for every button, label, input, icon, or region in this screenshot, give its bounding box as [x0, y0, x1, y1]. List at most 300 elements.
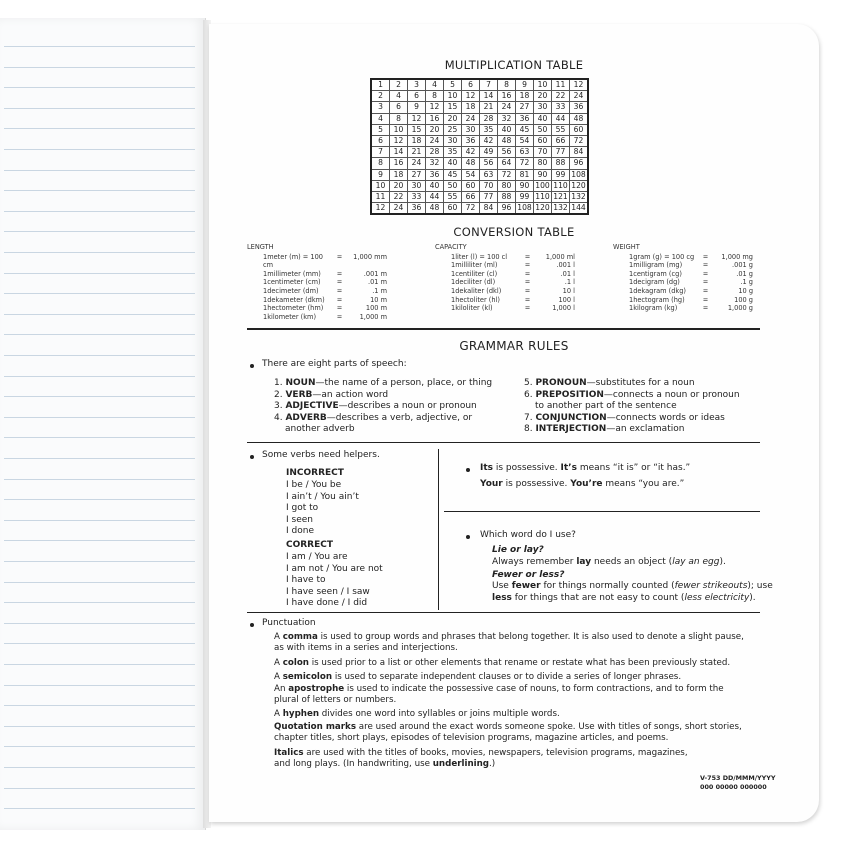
- mult-cell: 6: [390, 102, 408, 113]
- ruled-line: [4, 664, 195, 665]
- mult-cell: 16: [426, 113, 444, 124]
- conversion-cell: =: [336, 295, 343, 304]
- part-term: VERB: [285, 389, 313, 400]
- mult-cell: 63: [516, 147, 534, 158]
- mult-cell: 18: [408, 135, 426, 146]
- mult-cell: 12: [426, 102, 444, 113]
- term: Italics: [274, 747, 304, 758]
- conversion-cell: 1,000 mm: [353, 252, 387, 261]
- text: is used prior to a list or other elements that rename or restate what has been previously stated.: [308, 657, 731, 668]
- mult-cell: 84: [480, 203, 498, 215]
- length-rows: [247, 253, 387, 322]
- mult-cell: 60: [534, 135, 552, 146]
- part-of-speech: [524, 413, 740, 425]
- mult-cell: 24: [408, 158, 426, 169]
- text: ).: [749, 592, 756, 603]
- part-term: NOUN: [285, 378, 316, 388]
- ruled-line: [4, 705, 195, 706]
- conversion-cell: 10 m: [370, 295, 387, 304]
- correct-item: I am not / You are not: [286, 563, 383, 574]
- ruled-line: [4, 46, 195, 47]
- ruled-line: [4, 273, 195, 274]
- mult-cell: 8: [426, 91, 444, 102]
- fewer-less-question: Fewer or less?: [492, 570, 565, 580]
- mult-cell: 21: [408, 147, 426, 158]
- conversion-cell: 1decigram (dg): [629, 278, 680, 287]
- text: chapter titles, short plays, episodes of television programs, magazine articles, and poems.: [274, 733, 669, 744]
- mult-cell: 10: [444, 91, 462, 102]
- text: needs an object (: [591, 557, 673, 567]
- mult-cell: 108: [516, 203, 534, 215]
- part-term: ADJECTIVE: [285, 401, 339, 412]
- mult-cell: 54: [516, 135, 534, 146]
- part-number: 5.: [524, 378, 536, 388]
- mult-row: [371, 91, 588, 102]
- text: A: [274, 709, 283, 720]
- conversion-cell: 10 l: [562, 286, 575, 295]
- mult-cell: 6: [408, 91, 426, 102]
- mult-cell: 99: [552, 169, 570, 180]
- term: apostrophe: [288, 683, 345, 694]
- conversion-cell: .01 m: [367, 278, 387, 287]
- mult-cell: 12: [390, 135, 408, 146]
- ruled-line: [4, 293, 195, 294]
- mult-cell: 33: [552, 102, 570, 113]
- conversion-cell: 1dekaliter (dkl): [451, 286, 502, 295]
- correct-item: I am / You are: [286, 552, 348, 562]
- mult-cell: 40: [426, 180, 444, 191]
- conversion-row: [613, 296, 753, 305]
- part-of-speech: [524, 378, 740, 390]
- conversion-cell: .1 l: [564, 278, 575, 287]
- mult-cell: 64: [498, 158, 516, 169]
- mult-cell: 7: [480, 79, 498, 91]
- mult-cell: 16: [498, 91, 516, 102]
- mult-cell: 12: [570, 79, 589, 91]
- conversion-title: CONVERSION TABLE: [453, 225, 575, 239]
- mult-cell: 132: [552, 203, 570, 215]
- conversion-row: [613, 278, 753, 287]
- mult-row: [371, 180, 588, 191]
- mult-cell: 70: [534, 147, 552, 158]
- mult-cell: 24: [390, 203, 408, 215]
- example: lay an egg: [672, 557, 720, 567]
- ruled-line: [4, 355, 195, 356]
- mult-cell: 28: [426, 147, 444, 158]
- part-desc: —connects a noun or pronoun: [603, 389, 740, 400]
- mult-cell: 36: [516, 113, 534, 124]
- conversion-row: [435, 261, 575, 270]
- part-desc-continued: to another part of the sentence: [535, 401, 677, 412]
- mult-cell: 48: [426, 203, 444, 215]
- conversion-cell: 100 l: [558, 295, 575, 304]
- conversion-cell: 1,000 ml: [545, 252, 575, 261]
- lie-lay-answer: [492, 557, 726, 569]
- correct-list: [286, 552, 383, 610]
- conversion-cell: =: [336, 252, 343, 261]
- mult-cell: 1: [371, 79, 390, 91]
- punctuation-rules: [274, 632, 744, 770]
- mult-cell: 45: [516, 124, 534, 135]
- incorrect-item: I be / You be: [286, 480, 342, 490]
- conversion-row: [247, 296, 387, 305]
- conversion-cell: =: [524, 286, 531, 295]
- mult-cell: 48: [498, 135, 516, 146]
- mult-cell: 45: [444, 169, 462, 180]
- conversion-row: [247, 287, 387, 296]
- incorrect-list: [286, 480, 359, 538]
- multiplication-table: [370, 78, 589, 215]
- conversion-cell: .001 g: [732, 261, 753, 270]
- conversion-cell: 1,000 m: [359, 312, 387, 321]
- less-word: less: [492, 592, 512, 603]
- part-of-speech: [274, 413, 492, 425]
- your-text: is possessive.: [502, 479, 571, 489]
- helpers-intro: Some verbs need helpers.: [262, 450, 380, 460]
- mult-cell: 14: [480, 91, 498, 102]
- footer-line1: V-753 DD/MMM/YYYY: [700, 774, 776, 782]
- incorrect-item: I got to: [286, 503, 319, 514]
- ruled-line: [4, 87, 195, 88]
- mult-cell: 24: [498, 102, 516, 113]
- ruled-line: [4, 767, 195, 768]
- conversion-cell: 1kilogram (kg): [629, 304, 678, 313]
- footer-code: [700, 774, 776, 792]
- conversion-cell: 100 m: [365, 304, 387, 313]
- conversion-cell: =: [702, 269, 709, 278]
- mult-row: [371, 203, 588, 215]
- mult-cell: 9: [371, 169, 390, 180]
- part-desc-continued: another adverb: [285, 424, 355, 435]
- text: is used to group words and phrases that belong together. It is also used to denote a slight pause,: [317, 632, 744, 642]
- mult-cell: 27: [408, 169, 426, 180]
- ruled-line: [4, 334, 195, 335]
- mult-cell: 77: [480, 191, 498, 202]
- text: divides one word into syllables or joins multiple words.: [319, 709, 560, 720]
- mult-cell: 40: [498, 124, 516, 135]
- part-desc: —connects words or ideas: [606, 412, 725, 423]
- conversion-row: [247, 304, 387, 313]
- conversion-cell: 1dekagram (dkg): [629, 286, 686, 295]
- mult-cell: 96: [498, 203, 516, 215]
- conversion-cell: 1centiliter (cl): [451, 269, 498, 278]
- conversion-cell: 1dekameter (dkm): [263, 295, 325, 304]
- conversion-cell: 1hectometer (hm): [263, 304, 324, 313]
- mult-cell: 35: [480, 124, 498, 135]
- part-number: 6.: [524, 389, 536, 400]
- part-of-speech: [524, 390, 740, 402]
- mult-cell: 36: [570, 102, 589, 113]
- lie-lay-question: Lie or lay?: [492, 545, 544, 555]
- grammar-title: GRAMMAR RULES: [459, 339, 569, 353]
- mult-cell: 35: [444, 147, 462, 158]
- mult-cell: 77: [552, 147, 570, 158]
- conversion-cell: 1meter (m) = 100 cm: [263, 252, 323, 270]
- part-desc: —substitutes for a noun: [586, 378, 695, 388]
- ruled-line: [4, 520, 195, 521]
- mult-cell: 25: [444, 124, 462, 135]
- ruled-line: [4, 170, 195, 171]
- ruled-line: [4, 726, 195, 727]
- its-contraction: It’s: [560, 463, 577, 473]
- mult-cell: 36: [408, 203, 426, 215]
- mult-row: [371, 169, 588, 180]
- ruled-line: [4, 479, 195, 480]
- mult-cell: 20: [534, 91, 552, 102]
- text: Always remember: [492, 557, 577, 567]
- quotation-rule: [274, 722, 744, 745]
- part-term: ADVERB: [285, 412, 327, 423]
- conversion-cell: .01 l: [560, 269, 575, 278]
- mult-cell: 66: [462, 191, 480, 202]
- conversion-row: [613, 270, 753, 279]
- mult-cell: 9: [516, 79, 534, 91]
- mult-cell: 30: [408, 180, 426, 191]
- conversion-row: [613, 287, 753, 296]
- mult-cell: 15: [408, 124, 426, 135]
- text: A: [274, 657, 283, 668]
- your-word: Your: [480, 479, 503, 489]
- punctuation-intro: Punctuation: [262, 618, 316, 628]
- text: An: [274, 683, 289, 694]
- example: fewer strikeouts: [674, 581, 748, 591]
- incorrect-item: I done: [286, 526, 314, 537]
- hyphen-rule: [274, 709, 744, 720]
- part-number: 1.: [274, 378, 286, 388]
- mult-cell: 72: [516, 158, 534, 169]
- mult-cell: 20: [444, 113, 462, 124]
- term: hyphen: [282, 709, 320, 720]
- mult-cell: 80: [534, 158, 552, 169]
- mult-cell: 30: [444, 135, 462, 146]
- mult-cell: 4: [371, 113, 390, 124]
- conversion-row: [247, 278, 387, 287]
- mult-cell: 55: [444, 191, 462, 202]
- fewer-less-answer: [492, 581, 773, 604]
- ruled-line: [4, 108, 195, 109]
- conversion-cell: 1kilometer (km): [263, 312, 317, 321]
- mult-cell: 36: [426, 169, 444, 180]
- part-desc: —the name of a person, place, or thing: [315, 378, 493, 388]
- ruled-line: [4, 376, 195, 377]
- mult-row: [371, 135, 588, 146]
- mult-cell: 100: [535, 180, 550, 190]
- its-line: [480, 463, 690, 475]
- text: Use: [492, 581, 512, 591]
- mult-cell: 16: [390, 158, 408, 169]
- mult-cell: 8: [390, 113, 408, 124]
- mult-cell: 3: [408, 79, 426, 91]
- ruled-line: [4, 685, 195, 686]
- mult-cell: 40: [534, 113, 552, 124]
- conversion-row: [247, 253, 387, 270]
- ruled-line: [4, 252, 195, 253]
- ruled-line: [4, 746, 195, 747]
- mult-row: [371, 113, 588, 124]
- column-divider: [438, 449, 439, 610]
- mult-cell: 50: [444, 180, 462, 191]
- conversion-cell: =: [336, 278, 343, 287]
- mult-cell: 48: [570, 113, 589, 124]
- incorrect-label: INCORRECT: [286, 468, 344, 478]
- mult-cell: 60: [444, 203, 462, 215]
- mult-cell: 96: [570, 158, 589, 169]
- conversion-cell: =: [702, 261, 709, 270]
- weight-rows: [613, 253, 753, 313]
- correct-item: I have to: [286, 575, 326, 586]
- mult-cell: 4: [390, 91, 408, 102]
- mult-cell: 120: [534, 203, 552, 215]
- apostrophe-rule: [274, 684, 744, 707]
- mult-cell: 11: [371, 191, 390, 202]
- section-divider: [247, 328, 760, 330]
- mult-cell: 27: [516, 102, 534, 113]
- conversion-cell: =: [336, 286, 343, 295]
- text: for things normally counted (: [540, 581, 675, 591]
- capacity-heading: CAPACITY: [435, 243, 467, 251]
- part-of-speech: [274, 378, 492, 390]
- italics-rule: [274, 748, 744, 771]
- text: A: [274, 632, 283, 642]
- text: .): [489, 759, 496, 770]
- mult-cell: 18: [390, 169, 408, 180]
- ruled-line: [4, 561, 195, 562]
- conversion-cell: 1hectoliter (hl): [451, 295, 500, 304]
- which-intro: Which word do I use?: [480, 530, 576, 540]
- mult-cell: 12: [462, 91, 480, 102]
- mult-cell: 30: [462, 124, 480, 135]
- conversion-cell: 1liter (l) = 100 cl: [451, 252, 508, 261]
- example: less electricity: [684, 592, 750, 603]
- mult-cell: 48: [462, 158, 480, 169]
- ruled-line: [4, 540, 195, 541]
- mult-cell: 110: [535, 191, 550, 201]
- correct-item: I have done / I did: [286, 598, 368, 609]
- conversion-cell: .1 m: [372, 286, 387, 295]
- mult-cell: 10: [390, 124, 408, 135]
- parts-left-list: [274, 378, 492, 436]
- ruled-line: [4, 417, 195, 418]
- conversion-cell: =: [336, 312, 343, 321]
- mult-cell: 18: [516, 91, 534, 102]
- mult-cell: 33: [408, 191, 426, 202]
- mult-cell: 42: [462, 147, 480, 158]
- mult-cell: 4: [426, 79, 444, 91]
- ruled-line: [4, 643, 195, 644]
- youre-text: means “you are.”: [602, 479, 685, 489]
- conversion-cell: 1deciliter (dl): [451, 278, 496, 287]
- ruled-line: [4, 149, 195, 150]
- mult-cell: 22: [552, 91, 570, 102]
- mult-cell: 60: [570, 124, 589, 135]
- ruled-line: [4, 128, 195, 129]
- conversion-cell: 100 g: [734, 295, 753, 304]
- conversion-row: [247, 270, 387, 279]
- correct-label: CORRECT: [286, 540, 334, 550]
- part-of-speech: [274, 390, 492, 402]
- mult-cell: 42: [480, 135, 498, 146]
- text: plural of letters or numbers.: [274, 695, 397, 706]
- mult-cell: 88: [552, 158, 570, 169]
- part-desc: —an action word: [312, 389, 389, 400]
- mult-cell: 88: [498, 191, 516, 202]
- conversion-cell: 1gram (g) = 100 cg: [629, 252, 695, 261]
- ruled-line: [4, 788, 195, 789]
- text: are used around the exact words someone spoke. Use with titles of songs, short stories,: [356, 721, 742, 732]
- capacity-rows: [435, 253, 575, 313]
- mult-cell: 72: [498, 169, 516, 180]
- ruled-line: [4, 499, 195, 500]
- mult-cell: 36: [462, 135, 480, 146]
- text: is used to separate independent clauses or to divide a series of longer phrases.: [332, 672, 682, 683]
- mult-cell: 99: [516, 191, 534, 202]
- mult-row: [371, 158, 588, 169]
- mult-cell: 3: [371, 102, 390, 113]
- conversion-cell: =: [702, 252, 709, 261]
- part-number: 7.: [524, 412, 536, 423]
- text: as with items in a series and interjections.: [274, 643, 458, 654]
- footer-line2: 000 00000 000000: [700, 783, 767, 791]
- text: for things that are not easy to count (: [511, 592, 685, 603]
- conversion-cell: =: [524, 261, 531, 270]
- conversion-row: [435, 304, 575, 313]
- ruled-line: [4, 808, 195, 809]
- part-of-speech: [524, 424, 740, 436]
- conversion-cell: =: [524, 295, 531, 304]
- conversion-cell: 1decimeter (dm): [263, 286, 319, 295]
- mult-cell: 44: [426, 191, 444, 202]
- mult-cell: 14: [390, 147, 408, 158]
- part-desc: —describes a verb, adjective, or: [326, 412, 473, 423]
- mult-cell: 132: [570, 191, 589, 202]
- lay-word: lay: [576, 557, 592, 567]
- mult-cell: 9: [408, 102, 426, 113]
- conversion-row: [435, 253, 575, 262]
- mult-cell: 90: [534, 169, 552, 180]
- mult-cell: 32: [498, 113, 516, 124]
- conversion-cell: .001 m: [363, 269, 387, 278]
- mult-cell: 15: [444, 102, 462, 113]
- mult-cell: 49: [480, 147, 498, 158]
- ruled-line: [4, 623, 195, 624]
- mult-cell: 66: [552, 135, 570, 146]
- part-desc: —describes a noun or pronoun: [338, 401, 477, 412]
- mult-cell: 32: [426, 158, 444, 169]
- mult-cell: 90: [516, 180, 534, 191]
- mult-cell: 6: [462, 79, 480, 91]
- mult-cell: 22: [390, 191, 408, 202]
- part-term: CONJUNCTION: [535, 412, 607, 423]
- ruled-line: [4, 314, 195, 315]
- ruled-line: [4, 602, 195, 603]
- mult-cell: 24: [570, 91, 589, 102]
- incorrect-item: I seen: [286, 514, 313, 525]
- conversion-cell: =: [524, 252, 531, 261]
- mult-cell: 24: [426, 135, 444, 146]
- mult-cell: 80: [498, 180, 516, 191]
- part-desc: —an exclamation: [606, 424, 685, 435]
- text: are used with the titles of books, movies, newspapers, television programs, magazines,: [303, 747, 688, 758]
- ruled-line: [4, 437, 195, 438]
- parts-intro: There are eight parts of speech:: [262, 359, 407, 369]
- conversion-weight: [613, 243, 753, 313]
- mult-cell: 18: [462, 102, 480, 113]
- mult-cell: 50: [534, 124, 552, 135]
- part-term: INTERJECTION: [535, 424, 607, 435]
- mult-cell: 10: [371, 180, 390, 191]
- part-term: PREPOSITION: [535, 389, 604, 400]
- conversion-cell: =: [524, 269, 531, 278]
